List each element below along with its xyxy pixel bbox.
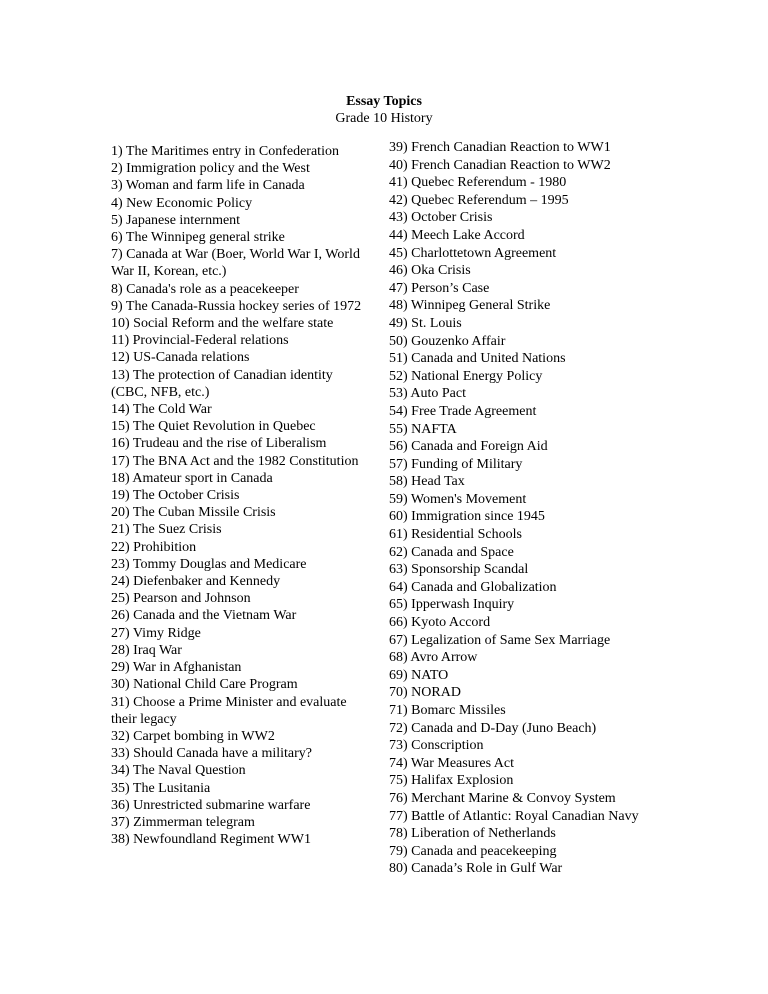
topic-item: 80) Canada’s Role in Gulf War [389, 861, 563, 877]
topic-item: 45) Charlottetown Agreement [389, 245, 557, 261]
topic-item: 40) French Canadian Reaction to WW2 [389, 157, 611, 173]
topic-item: 52) National Energy Policy [389, 368, 543, 384]
topic-item: 35) The Lusitania [111, 780, 211, 796]
topic-item: 15) The Quiet Revolution in Quebec [111, 419, 316, 435]
topic-item: 79) Canada and peacekeeping [389, 843, 557, 859]
topic-item: 12) US-Canada relations [111, 350, 250, 366]
topic-item: 65) Ipperwash Inquiry [389, 597, 515, 613]
topic-item: 77) Battle of Atlantic: Royal Canadian Navy [389, 808, 639, 824]
topic-item: 22) Prohibition [111, 539, 197, 555]
topic-item: 56) Canada and Foreign Aid [389, 439, 548, 455]
topic-item: 38) Newfoundland Regiment WW1 [111, 832, 311, 848]
topic-item: 27) Vimy Ridge [111, 625, 201, 641]
topic-item: 31) Choose a Prime Minister and evaluate their legacy [111, 694, 347, 727]
topic-item: 14) The Cold War [111, 402, 212, 418]
topic-item: 59) Women's Movement [389, 491, 527, 507]
topic-item: 46) Oka Crisis [389, 263, 471, 279]
topic-item: 49) St. Louis [389, 315, 462, 331]
topic-item: 3) Woman and farm life in Canada [111, 178, 305, 194]
topic-item: 61) Residential Schools [389, 527, 522, 543]
topic-item: 13) The protection of Canadian identity (CBC, NFB, etc.) [111, 367, 333, 400]
topic-item: 74) War Measures Act [389, 755, 514, 771]
topic-item: 34) The Naval Question [111, 763, 246, 779]
topic-item: 37) Zimmerman telegram [111, 814, 255, 830]
page-subtitle: Grade 10 History [335, 111, 433, 126]
topic-item: 51) Canada and United Nations [389, 351, 566, 367]
topic-item: 33) Should Canada have a military? [111, 746, 312, 762]
topic-item: 43) October Crisis [389, 210, 493, 226]
topic-item: 55) NAFTA [389, 421, 457, 437]
page-title: Essay Topics [346, 94, 422, 109]
topic-item: 76) Merchant Marine & Convoy System [389, 790, 616, 806]
topic-item: 54) Free Trade Agreement [389, 403, 537, 419]
topic-item: 16) Trudeau and the rise of Liberalism [111, 436, 327, 452]
topic-item: 2) Immigration policy and the West [111, 161, 310, 177]
topic-item: 47) Person’s Case [389, 280, 490, 296]
topic-item: 48) Winnipeg General Strike [389, 298, 551, 314]
topic-item: 72) Canada and D-Day (Juno Beach) [389, 720, 597, 736]
topic-item: 70) NORAD [389, 685, 461, 701]
topic-item: 58) Head Tax [389, 474, 465, 490]
topic-item: 42) Quebec Referendum – 1995 [389, 192, 569, 208]
topic-item: 66) Kyoto Accord [389, 615, 491, 631]
topic-item: 62) Canada and Space [389, 544, 514, 560]
topic-item: 26) Canada and the Vietnam War [111, 608, 297, 624]
topic-item: 67) Legalization of Same Sex Marriage [389, 632, 611, 648]
topic-item: 63) Sponsorship Scandal [389, 562, 529, 578]
topic-item: 68) Avro Arrow [389, 650, 478, 666]
topic-item: 75) Halifax Explosion [389, 773, 514, 789]
topic-item: 21) The Suez Crisis [111, 522, 222, 538]
topic-item: 6) The Winnipeg general strike [111, 230, 285, 246]
topic-item: 32) Carpet bombing in WW2 [111, 728, 275, 744]
topic-item: 41) Quebec Referendum - 1980 [389, 175, 567, 191]
topic-item: 19) The October Crisis [111, 488, 240, 504]
topic-list-left [111, 143, 363, 848]
topic-item: 24) Diefenbaker and Kennedy [111, 574, 281, 590]
topic-item: 36) Unrestricted submarine warfare [111, 797, 311, 813]
topic-item: 44) Meech Lake Accord [389, 227, 525, 243]
topic-item: 69) NATO [389, 667, 449, 683]
topic-item: 39) French Canadian Reaction to WW1 [389, 140, 611, 155]
topic-item: 8) Canada's role as a peacekeeper [111, 281, 299, 297]
topic-item: 78) Liberation of Netherlands [389, 826, 556, 842]
topic-item: 23) Tommy Douglas and Medicare [111, 556, 307, 572]
topic-item: 4) New Economic Policy [111, 195, 253, 211]
topic-item: 57) Funding of Military [389, 456, 523, 472]
topic-item: 53) Auto Pact [389, 386, 466, 402]
topic-item: 18) Amateur sport in Canada [111, 470, 273, 486]
topic-item: 60) Immigration since 1945 [389, 509, 545, 525]
topic-item: 1) The Maritimes entry in Confederation [111, 144, 339, 159]
topic-item: 25) Pearson and Johnson [111, 591, 251, 607]
topic-item: 10) Social Reform and the welfare state [111, 316, 334, 332]
topic-item: 20) The Cuban Missile Crisis [111, 505, 276, 521]
topic-item: 29) War in Afghanistan [111, 660, 242, 676]
topic-item: 64) Canada and Globalization [389, 579, 557, 595]
topic-item: 7) Canada at War (Boer, World War I, World War II, Korean, etc.) [111, 247, 360, 280]
topic-item: 11) Provincial-Federal relations [111, 333, 289, 349]
topic-item: 30) National Child Care Program [111, 677, 298, 693]
topic-item: 28) Iraq War [111, 642, 182, 658]
topic-list-right [389, 139, 654, 878]
topic-item: 17) The BNA Act and the 1982 Constitution [111, 453, 359, 469]
topic-item: 9) The Canada-Russia hockey series of 1972 [111, 298, 362, 314]
topic-item: 5) Japanese internment [111, 212, 241, 228]
topic-item: 71) Bomarc Missiles [389, 703, 506, 718]
topic-item: 50) Gouzenko Affair [389, 333, 506, 349]
topic-item: 73) Conscription [389, 738, 484, 754]
